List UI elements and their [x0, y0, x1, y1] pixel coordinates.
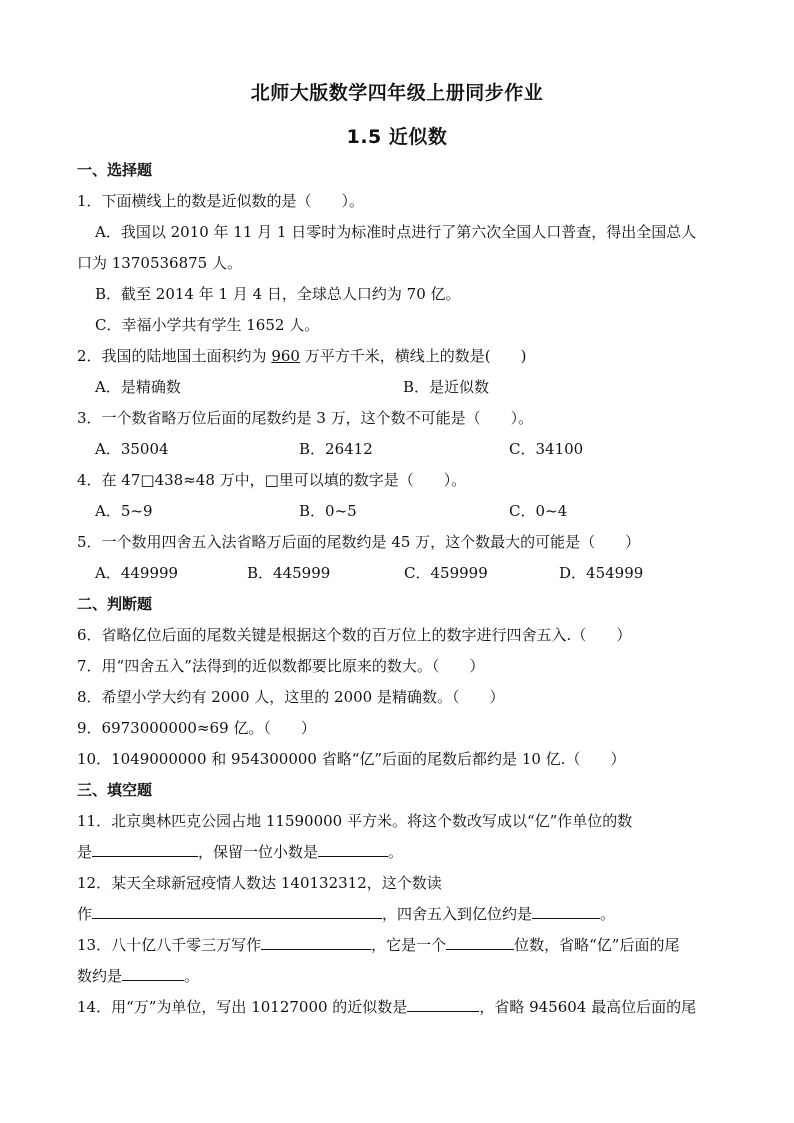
- question-3-stem: 3．一个数省略万位后面的尾数约是 3 万，这个数不可能是（ ）。: [77, 409, 534, 427]
- section-heading-choice: 一、选择题: [77, 161, 153, 179]
- question-12-line-2: 作 ，四舍五入到亿位约是 。: [77, 905, 616, 923]
- question-2-text-pre: 2．我国的陆地国土面积约为: [77, 347, 272, 365]
- answer-blank[interactable]: [92, 904, 382, 919]
- question-2-option-a: A．是精确数: [95, 378, 181, 396]
- question-2-underlined-number: 960: [271, 347, 300, 365]
- question-4-stem: 4．在 47□438≈48 万中，□里可以填的数字是（ ）。: [77, 471, 467, 489]
- question-5-stem: 5．一个数用四舍五入法省略万后面的尾数约是 45 万，这个数最大的可能是（ ）: [77, 533, 641, 551]
- page-title: 北师大版数学四年级上册同步作业: [250, 82, 544, 104]
- question-1-option-a: A．我国以 2010 年 11 月 1 日零时为标准时点进行了第六次全国人口普查，得出全国总人: [95, 223, 697, 241]
- answer-blank[interactable]: [122, 966, 184, 981]
- question-2-stem: [77, 346, 526, 366]
- question-13-line-1: 13．八十亿八千零三万写作 ，它是一个 位数，省略“亿”后面的尾: [77, 936, 680, 954]
- section-heading-judge: 二、判断题: [77, 595, 153, 613]
- page-subtitle: 1.5 近似数: [346, 126, 448, 148]
- question-5-option-c: C．459999: [404, 564, 488, 582]
- question-14-line-1: 14．用“万”为单位，写出 10127000 的近似数是 ，省略 945604 最高位后面的尾: [77, 998, 697, 1016]
- question-2-option-b: B．是近似数: [403, 378, 490, 396]
- question-3-option-c: C．34100: [509, 440, 584, 458]
- question-5-option-d: D．454999: [559, 564, 644, 582]
- answer-blank[interactable]: [446, 935, 514, 950]
- answer-blank[interactable]: [318, 842, 388, 857]
- answer-blank[interactable]: [261, 935, 371, 950]
- answer-blank[interactable]: [407, 997, 479, 1012]
- question-3-option-a: A．35004: [95, 440, 169, 458]
- question-2-text-post: 万平方千米，横线上的数是( ): [299, 347, 527, 365]
- question-12-line-1: 12．某天全球新冠疫情人数达 140132312，这个数读: [77, 874, 442, 892]
- answer-blank[interactable]: [92, 842, 198, 857]
- question-5-option-b: B．445999: [247, 564, 331, 582]
- question-11-line-1: 11．北京奥林匹克公园占地 11590000 平方米。将这个数改写成以“亿”作单位的数: [77, 812, 633, 830]
- question-4-option-c: C．0~4: [509, 502, 568, 520]
- question-6: 6．省略亿位后面的尾数关键是根据这个数的百万位上的数字进行四舍五入.（ ）: [77, 626, 632, 644]
- question-9: 9．6973000000≈69 亿。（ ）: [77, 719, 316, 737]
- question-13-line-2: 数约是 。: [77, 967, 200, 985]
- question-4-option-b: B．0~5: [299, 502, 357, 520]
- section-heading-fill: 三、填空题: [77, 781, 153, 799]
- question-8: 8．希望小学大约有 2000 人，这里的 2000 是精确数。（ ）: [77, 688, 505, 706]
- question-11-line-2: 是 ，保留一位小数是 。: [77, 843, 404, 861]
- question-7: 7．用“四舍五入”法得到的近似数都要比原来的数大。（ ）: [77, 657, 485, 675]
- question-5-option-a: A．449999: [95, 564, 179, 582]
- question-10: 10．1049000000 和 954300000 省略“亿”后面的尾数后都约是 10 亿.（ ）: [77, 750, 626, 768]
- question-3-option-b: B．26412: [299, 440, 373, 458]
- question-4-option-a: A．5~9: [95, 502, 153, 520]
- question-1-stem: 1．下面横线上的数是近似数的是（ ）。: [77, 192, 365, 210]
- answer-blank[interactable]: [532, 904, 600, 919]
- question-1-option-b: B．截至 2014 年 1 月 4 日，全球总人口约为 70 亿。: [95, 285, 461, 303]
- question-1-option-c: C．幸福小学共有学生 1652 人。: [95, 316, 320, 334]
- question-1-option-a-cont: 口为 1370536875 人。: [77, 254, 242, 272]
